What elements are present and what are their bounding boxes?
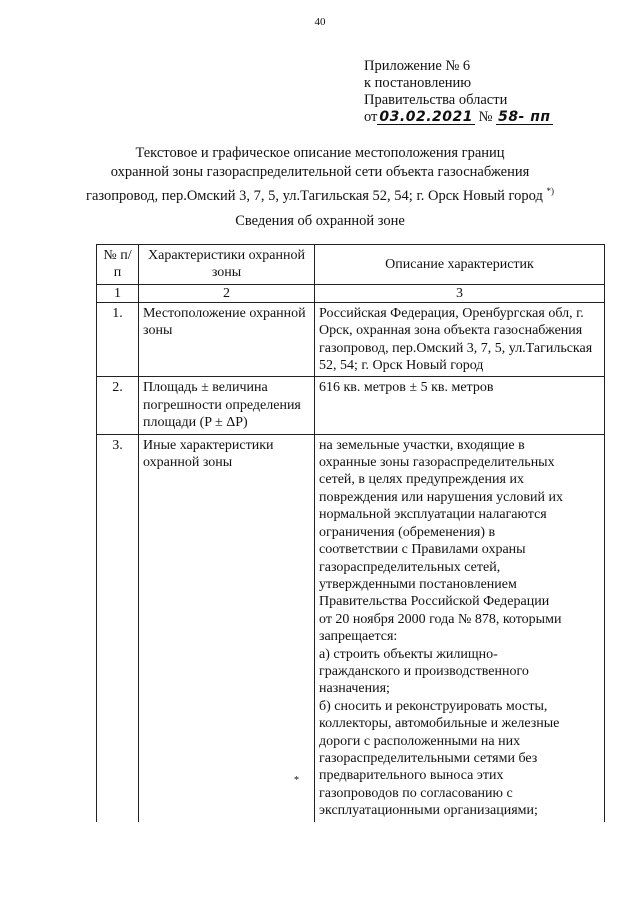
description-line: запрещается:: [319, 629, 398, 645]
description-line: нормальной эксплуатации налагаются: [319, 507, 547, 523]
description-line: назначения;: [319, 681, 390, 697]
appendix-date-line: [364, 109, 553, 126]
row-description: [315, 434, 605, 821]
header-number: № п/п: [97, 245, 139, 285]
page-number: 40: [314, 16, 326, 28]
description-line: а) строить объекты жилищно-: [319, 646, 498, 662]
row-characteristic: Местоположение охранной зоны: [139, 302, 315, 377]
description-line: на земельные участки, входящие в: [319, 437, 525, 453]
footnote-mark: *): [546, 186, 554, 196]
description-line: б) сносить и реконструировать мосты,: [319, 698, 548, 714]
description-line: коллекторы, автомобильные и железные: [319, 716, 560, 732]
col-number-3: 3: [315, 284, 605, 302]
appendix-line-1: Приложение № 6: [364, 58, 471, 74]
row-characteristic: Площадь ± величина погрешности определения площади (P ± ΔP): [139, 377, 315, 434]
description-line: газораспределительных сетей,: [319, 559, 501, 575]
table-header-row: [97, 245, 605, 285]
description-line: газопроводов по согласованию с: [319, 785, 513, 801]
handwritten-date: 03.02.2021: [379, 109, 473, 125]
description-line: предварительного выноса этих: [319, 768, 504, 784]
section-subtitle: Сведения об охранной зоне: [235, 213, 405, 229]
row-characteristic: Иные характеристики охранной зоны: [139, 434, 315, 821]
number-label: №: [478, 109, 493, 125]
description-line: Правительства Российской Федерации: [319, 594, 550, 610]
description-line: утвержденными постановлением: [319, 576, 517, 592]
row-number: 2.: [97, 377, 139, 434]
header-description: Описание характеристик: [315, 245, 605, 285]
row-number: 3.: [97, 434, 139, 821]
description-line: повреждения или нарушения условий их: [319, 489, 563, 505]
description-line: соответствии с Правилами охраны: [319, 542, 526, 558]
description-line: сетей, в целях предупреждения их: [319, 472, 524, 488]
zone-info-table: [96, 244, 605, 822]
handwritten-number: 58- пп: [498, 109, 551, 125]
col-number-2: 2: [139, 284, 315, 302]
from-label: от: [364, 109, 378, 125]
col-number-1: 1: [97, 284, 139, 302]
title-line-2: охранной зоны газораспределительной сети объекта газоснабжения: [110, 164, 530, 180]
table-row: [97, 434, 605, 821]
header-characteristic: Характеристики охранной зоны: [139, 245, 315, 285]
document-title: [40, 144, 600, 206]
title-line-3: [40, 182, 600, 206]
description-line: эксплуатационными организациями;: [319, 803, 538, 819]
description-line: гражданского и производственного: [319, 663, 529, 679]
appendix-block: [364, 58, 553, 126]
description-line: дороги с расположенными на них: [319, 733, 521, 749]
description-line: ограничения (обременения) в: [319, 524, 496, 540]
description-line: газораспределительными сетями без: [319, 750, 538, 766]
description-line: от 20 ноября 2000 года № 878, которыми: [319, 611, 562, 627]
row-description: 616 кв. метров ± 5 кв. метров: [315, 377, 605, 434]
row-number: 1.: [97, 302, 139, 377]
appendix-line-3: Правительства области: [364, 92, 508, 108]
title-line-3-text: газопровод, пер.Омский 3, 7, 5, ул.Тагильская 52, 54; г. Орск Новый город: [86, 187, 543, 204]
table-row: [97, 302, 605, 377]
side-mark: *: [294, 775, 299, 786]
title-line-1: Текстовое и графическое описание местоположения границ: [135, 145, 505, 161]
row-description: Российская Федерация, Оренбургская обл, г. Орск, охранная зона объекта газоснабжения газопровод, пер.Омский 3, 7, 5, ул.Тагильская 52, 54; г. Орск Новый город: [315, 302, 605, 377]
column-number-row: [97, 284, 605, 302]
table-row: [97, 377, 605, 434]
appendix-line-2: к постановлению: [364, 75, 472, 91]
description-line: охранные зоны газораспределительных: [319, 455, 555, 471]
